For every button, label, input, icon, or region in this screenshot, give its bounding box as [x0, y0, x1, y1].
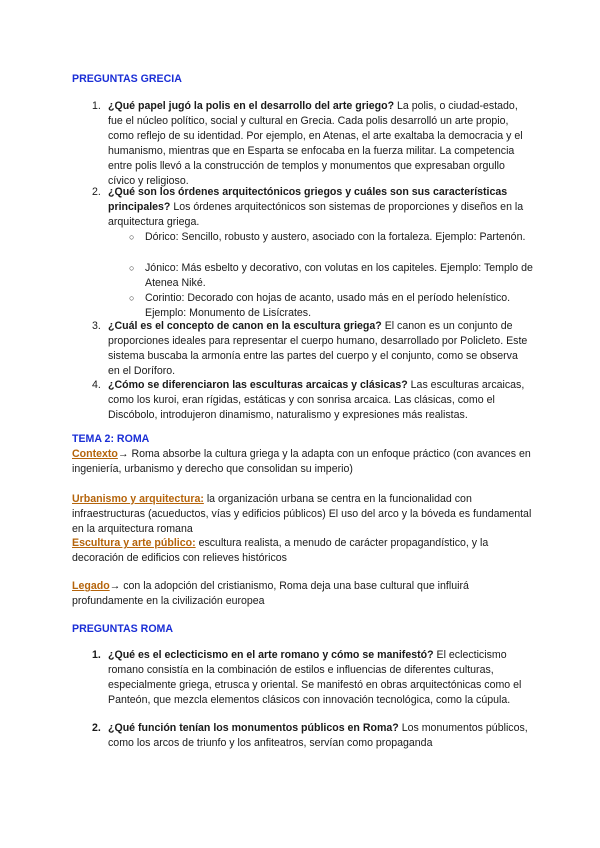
escultura-paragraph [72, 536, 534, 566]
greece-question-1 [92, 99, 532, 189]
greece-question-3 [92, 319, 532, 379]
question-title: ¿Cómo se diferenciaron las esculturas arcaicas y clásicas? [108, 379, 408, 391]
contexto-paragraph [72, 447, 534, 477]
order-item-corinthian: Corintio: Decorado con hojas de acanto, usado más en el período helenístico. Ejemplo: Monumento de Lisícrates. [145, 292, 511, 319]
rome-heading: TEMA 2: ROMA [72, 433, 150, 445]
question-answer: El canon es un conjunto de proporciones ideales para representar el cuerpo humano, desarrollado por Policleto. Este sistema buscaba la armonía entre las partes del cuerpo y el conjunto, como se observa en el Doríforo. [108, 320, 528, 377]
order-item-doric: Dórico: Sencillo, robusto y austero, asociado con la fortaleza. Ejemplo: Partenón. [145, 231, 526, 243]
question-number: 1. [92, 100, 101, 112]
question-answer: La polis, o ciudad-estado, fue el núcleo político, social y cultural en Grecia. Cada polis desarrolló un arte propio, como reflejo de su identidad. Por ejemplo, en Atenas, el arte exaltaba la democracia y el humanismo, mientras que en Esparta se enfocaba en la fuerza militar. La competencia entre polis llevó a la construcción de templos y monumentos que expresaban orgullo cívico y religioso. [108, 100, 523, 187]
question-answer: Los monumentos públicos, como los arcos de triunfo y los anfiteatros, servían como propaganda [108, 722, 528, 749]
question-answer: Las esculturas arcaicas, como los kuroi, eran rígidas, estáticas y con sonrisa arcaica. Las clásicas, como el Discóbolo, introdujeron dinamismo, naturalismo y expresiones más realistas. [108, 379, 525, 421]
question-title: ¿Qué papel jugó la polis en el desarrollo del arte griego? [108, 100, 395, 112]
question-number: 3. [92, 320, 101, 332]
question-number: 4. [92, 379, 101, 391]
question-title: ¿Qué es el eclecticismo en el arte romano y cómo se manifestó? [108, 649, 434, 661]
question-title: ¿Qué función tenían los monumentos públicos en Roma? [108, 722, 399, 734]
greece-question-2 [92, 185, 532, 230]
escultura-text: escultura realista, a menudo de carácter propagandístico, y la decoración de edificios con relieves históricos [72, 537, 489, 564]
bullet-icon: ○ [129, 232, 135, 242]
contexto-text: → Roma absorbe la cultura griega y la adapta con un enfoque práctico (con avances en ingeniería, urbanismo y derecho que consolidan su imperio) [72, 448, 531, 475]
question-number: 1. [92, 649, 101, 661]
bullet-icon: ○ [129, 263, 135, 273]
greece-heading: PREGUNTAS GRECIA [72, 73, 182, 85]
rome-question-1 [92, 648, 532, 708]
question-answer: El eclecticismo romano consistía en la combinación de estilos e influencias de diferentes culturas, especialmente griega, etrusca y oriental. Se manifestó en obras arquitectónicas como el Panteón, que mezcla elementos clásicos con innovación tecnológica, como la cúpula. [108, 649, 522, 706]
question-title: ¿Cuál es el concepto de canon en la escultura griega? [108, 320, 382, 332]
question-title: ¿Qué son los órdenes arquitectónicos griegos y cuáles son sus características principales? [108, 186, 508, 213]
question-number: 2. [92, 186, 101, 198]
legado-paragraph [72, 579, 534, 609]
rome-questions-heading: PREGUNTAS ROMA [72, 623, 174, 635]
urbanismo-text: la organización urbana se centra en la funcionalidad con infraestructuras (acueductos, vías y edificios públicos) El uso del arco y la bóveda es fundamental en la arquitectura romana [72, 493, 532, 535]
legado-text: → con la adopción del cristianismo, Roma deja una base cultural que influirá profundamente en la civilización europea [72, 580, 469, 607]
question-answer: Los órdenes arquitectónicos son sistemas de proporciones y diseños en la arquitectura griega. [108, 201, 524, 228]
order-item-ionic: Jónico: Más esbelto y decorativo, con volutas en los capiteles. Ejemplo: Templo de Atenea Niké. [145, 262, 533, 289]
legado-label: Legado [72, 580, 110, 592]
contexto-label: Contexto [72, 448, 118, 460]
bullet-icon: ○ [129, 293, 135, 303]
escultura-label: Escultura y arte público: [72, 537, 196, 549]
rome-question-2 [92, 721, 532, 751]
question-number: 2. [92, 722, 101, 734]
urbanismo-label: Urbanismo y arquitectura: [72, 493, 204, 505]
greece-question-4 [92, 378, 532, 423]
urbanismo-paragraph [72, 492, 534, 537]
